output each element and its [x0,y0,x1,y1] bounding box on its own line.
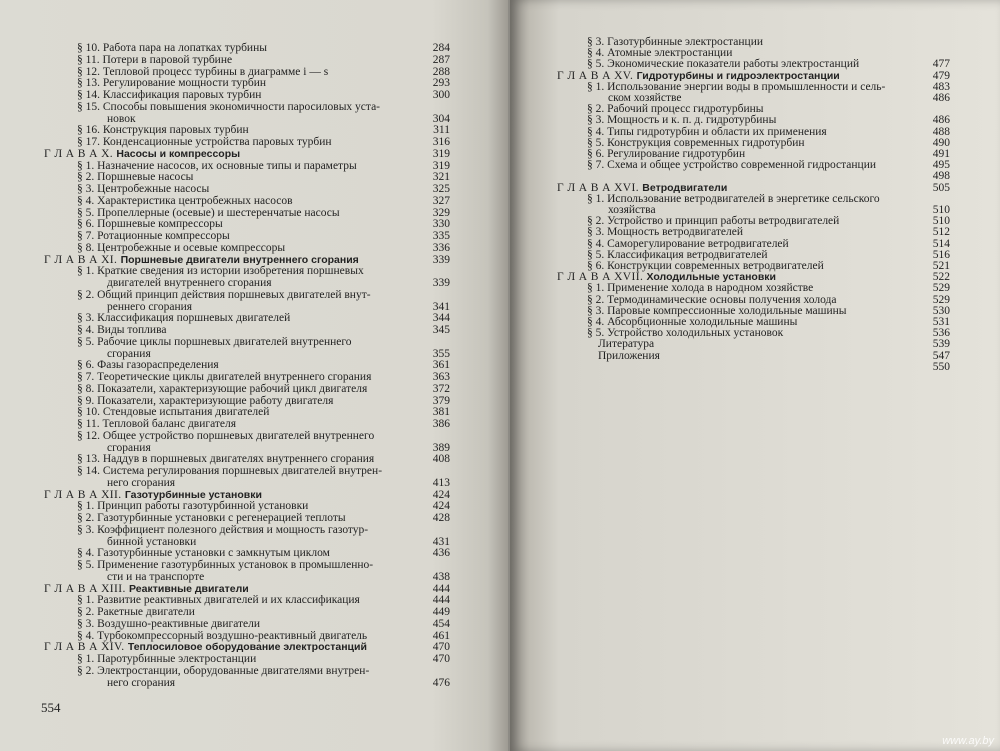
toc-entry-page: 498 [932,170,950,183]
toc-entry-page: 304 [432,112,450,125]
toc-entry-page: 336 [432,241,450,254]
toc-entry-page: 311 [433,124,450,137]
toc-entry [510,360,1000,374]
toc-entry-page: 293 [432,77,450,90]
toc-entry-title: § 9. Показатели, характеризующие работу двигателя [77,394,334,407]
toc-entry-page: 516 [932,248,950,261]
toc-entry-title: § 1. Назначение насосов, их основные типы и параметры [77,159,357,172]
toc-entry-title: § 5. Классификация ветродвигателей [587,248,768,261]
toc-entry-page: 355 [432,347,450,360]
toc-entry-page: 329 [432,206,450,219]
toc-entry-page: 330 [432,218,450,231]
toc-entry-page: 488 [932,125,950,138]
toc-entry-title: сгорания [107,441,151,454]
toc-entry-page: 444 [432,594,450,607]
toc-entry-page: 547 [932,349,950,362]
toc-entry-title: § 4. Типы гидротурбин и области их применения [587,125,827,138]
toc-entry-title: § 6. Регулирование гидротурбин [587,148,746,160]
toc-entry-page: 438 [432,570,450,583]
toc-entry-page: 495 [932,159,950,172]
toc-entry-page: 363 [432,371,450,383]
toc-entry-title: § 2. Термодинамические основы получения холода [587,293,837,306]
toc-entry-title: Литература [598,338,655,351]
toc-entry-title: § 16. Конструкция паровых турбин [77,124,249,137]
toc-entry-page: 381 [432,406,450,419]
toc-entry-title: § 2. Устройство и принцип работы ветродвигателей [587,215,840,228]
toc-entry-page: 491 [932,148,950,160]
toc-entry-title: § 13. Регулирование мощности турбин [77,77,267,90]
toc-entry-page: 444 [432,582,450,595]
page-number: 554 [41,700,61,715]
toc-entry-page: 470 [432,641,450,654]
toc-entry-title: § 5. Устройство холодильных установок [587,327,784,340]
toc-entry-title: § 4. Атомные электростанции [587,47,733,60]
toc-entry-page: 510 [932,204,950,216]
toc-entry-title: § 5. Рабочие циклы поршневых двигателей внутреннего [77,335,352,348]
toc-entry-title: новок [107,112,136,125]
toc-entry-title: § 5. Конструкция современных гидротурбин [587,136,805,149]
toc-entry-title: реннего сгорания [107,300,193,313]
toc-entry-title: § 2. Поршневые насосы [77,171,194,184]
toc-entry-title: хозяйства [608,204,656,216]
toc-entry-title: § 14. Система регулирования поршневых двигателей внутрен- [77,465,383,477]
toc-entry-page: 361 [432,359,450,372]
toc-entry-title: него сгорания [107,476,176,489]
toc-entry-page: 319 [432,147,450,160]
toc-entry-title: § 11. Потери в паровой турбине [77,53,233,66]
toc-entry-page: 284 [432,42,450,54]
toc-entry-page: 335 [432,230,450,242]
toc-entry-page: 327 [432,194,450,207]
toc-entry-title: Г Л А В А XVII. Холодильные установки [557,271,776,284]
toc-entry-page: 477 [932,58,950,71]
toc-entry-title: Приложения [598,349,660,362]
toc-entry-title: § 3. Мощность ветродвигателей [587,226,743,239]
toc-entry-page: 424 [432,488,450,501]
toc-entry-title: Г Л А В А XIII. Реактивные двигатели [44,582,249,595]
toc-entry-page: 536 [932,327,950,340]
toc-entry-page: 550 [932,360,950,373]
toc-entry-title: § 13. Наддув в поршневых двигателях внутреннего сгорания [77,453,375,466]
toc-entry-page: 510 [932,215,950,228]
toc-entry-page: 389 [432,441,450,454]
toc-entry-title: § 11. Тепловой баланс двигателя [77,418,237,430]
toc-entry-title: § 3. Мощность и к. п. д. гидротурбины [587,114,777,127]
toc-entry-title: Г Л А В А X. Насосы и компрессоры [44,147,241,160]
toc-entry-page: 325 [432,183,450,195]
toc-entry-title: Г Л А В А XII. Газотурбинные установки [44,488,262,501]
toc-entry-title: § 1. Использование энергии воды в промышленности и сель- [587,80,886,93]
toc-entry-page: 476 [432,676,450,689]
toc-entry-page: 454 [432,617,450,630]
toc-entry-page: 483 [932,80,950,93]
toc-entry-title: § 7. Схема и общее устройство современной гидростанции [587,159,876,172]
toc-entry-page: 339 [432,253,450,266]
toc-entry-title: § 8. Показатели, характеризующие рабочий цикл двигателя [77,382,368,395]
toc-entry-title: § 6. Конструкции современных ветродвигателей [587,260,824,272]
toc-entry-page: 514 [932,237,950,250]
toc-entry-title: § 2. Газотурбинные установки с регенерацией теплоты [77,512,346,524]
toc-entry-title: § 3. Воздушно-реактивные двигатели [77,617,261,630]
toc-entry-page: 486 [932,114,950,127]
toc-entry-title: § 1. Применение холода в народном хозяйстве [587,282,814,295]
toc-entry-title: § 2. Ракетные двигатели [77,606,195,618]
toc-entry-title: § 7. Теоретические циклы двигателей внутреннего сгорания [77,371,372,383]
toc-entry-title: § 1. Принцип работы газотурбинной установки [77,500,309,513]
toc-entry-page: 479 [932,69,950,82]
toc-entry-page: 529 [932,282,950,295]
toc-entry-page: 490 [932,136,950,149]
toc-entry-page: 408 [432,453,450,466]
toc-entry-title: § 4. Характеристика центробежных насосов [77,194,293,207]
toc-entry-title: § 1. Использование ветродвигателей в энергетике сельского [587,192,880,205]
toc-entry-page: 436 [432,547,450,560]
toc-entry-page: 288 [432,65,450,78]
toc-entry-title: § 2. Общий принцип действия поршневых двигателей внут- [77,288,371,301]
toc-entry-title: § 1. Краткие сведения из истории изобретения поршневых [77,265,364,278]
toc-entry-title: § 7. Ротационные компрессоры [77,230,230,242]
toc-entry-title: § 6. Поршневые компрессоры [77,218,223,231]
toc-entry-page: 319 [432,159,450,172]
toc-entry-title: Г Л А В А XV. Гидротурбины и гидроэлектростанции [557,69,840,82]
toc-entry-title: § 5. Пропеллерные (осевые) и шестеренчатые насосы [77,206,340,219]
right-page [510,0,1000,751]
toc-entry-page: 529 [932,293,950,306]
toc-entry-page: 341 [432,300,450,313]
toc-entry-page: 431 [432,535,450,548]
toc-entry-page: 512 [932,226,950,239]
toc-entry-page: 449 [432,606,450,618]
toc-entry-title: § 12. Общее устройство поршневых двигателей внутреннего [77,429,375,442]
toc-entry-title: § 10. Стендовые испытания двигателей [77,406,270,419]
toc-entry-title: ском хозяйстве [608,92,682,104]
toc-entry-title: § 4. Турбокомпрессорный воздушно-реактивный двигатель [77,629,368,642]
toc-entry-page: 339 [432,277,450,289]
toc-entry-title: § 5. Экономические показатели работы электростанций [587,58,860,71]
toc-entry-title: сгорания [107,347,151,360]
toc-entry-title: § 2. Электростанции, оборудованные двигателями внутрен- [77,664,370,677]
toc-entry-title: § 4. Саморегулирование ветродвигателей [587,237,789,250]
toc-entry-title: § 5. Применение газотурбинных установок в промышленно- [77,559,374,571]
toc-entry-title: § 4. Виды топлива [77,324,167,336]
toc-entry-title: § 3. Паровые компрессионные холодильные машины [587,304,847,317]
toc-entry-page: 344 [432,312,450,325]
toc-entry-title: § 3. Газотурбинные электростанции [587,36,764,48]
toc-entry-title: Г Л А В А XI. Поршневые двигатели внутреннего сгорания [44,253,359,266]
toc-entry-title: § 1. Развитие реактивных двигателей и их классификация [77,594,360,607]
toc-entry-title: § 1. Паротурбинные электростанции [77,653,257,665]
toc-entry-page: 413 [432,476,450,489]
toc-entry-title: § 17. Конденсационные устройства паровых турбин [77,136,332,148]
toc-entry-page: 486 [932,92,950,104]
toc-entry-page: 424 [432,500,450,513]
toc-entry-page: 287 [432,53,450,66]
toc-entry-title: § 14. Классификация паровых турбин [77,89,262,101]
toc-entry-page: 521 [932,260,950,272]
toc-entry-title: него сгорания [107,676,176,689]
toc-entry-title: § 10. Работа пара на лопатках турбины [77,42,267,54]
toc-entry-title: § 8. Центробежные и осевые компрессоры [77,241,286,254]
toc-entry-title: § 12. Тепловой процесс турбины в диаграмме i — s [77,65,329,78]
toc-entry-page: 505 [932,181,950,194]
toc-entry-page: 522 [932,271,950,284]
toc-entry-title: § 3. Коэффициент полезного действия и мощность газотур- [77,523,369,536]
toc-entry-page: 470 [432,653,450,665]
toc-entry-title: § 2. Рабочий процесс гидротурбины [587,103,764,116]
toc-entry-page: 428 [432,512,450,524]
toc-entry-page: 386 [432,418,450,430]
toc-entry-page: 539 [932,338,950,351]
toc-entry-title: § 15. Способы повышения экономичности паросиловых уста- [77,100,381,113]
toc-entry-title: Г Л А В А XVI. Ветродвигатели [557,181,728,194]
toc-entry [0,676,508,690]
toc-entry-page: 461 [432,629,450,642]
toc-entry-page: 531 [932,316,950,328]
toc-entry-page: 530 [932,304,950,317]
toc-entry-page: 316 [432,136,450,148]
toc-entry-title: § 4. Газотурбинные установки с замкнутым циклом [77,547,330,560]
toc-entry-page: 345 [432,324,450,336]
toc-entry-page: 300 [432,89,450,101]
toc-entry-title: Г Л А В А XIV. Теплосиловое оборудование электростанций [44,641,367,654]
toc-entry-page: 321 [432,171,450,184]
watermark: www.ay.by [942,735,994,747]
toc-entry-page: 372 [432,382,450,395]
toc-entry-page: 379 [432,394,450,407]
toc-entry-title: § 6. Фазы газораспределения [77,359,219,372]
toc-entry-title: § 3. Центробежные насосы [77,183,210,195]
toc-entry-title: бинной установки [107,535,197,548]
toc-entry-title: § 3. Классификация поршневых двигателей [77,312,291,325]
toc-entry-title: § 4. Абсорбционные холодильные машины [587,316,798,328]
toc-entry-title: сти и на транспорте [107,570,205,583]
toc-entry-title: двигателей внутреннего сгорания [107,277,272,289]
